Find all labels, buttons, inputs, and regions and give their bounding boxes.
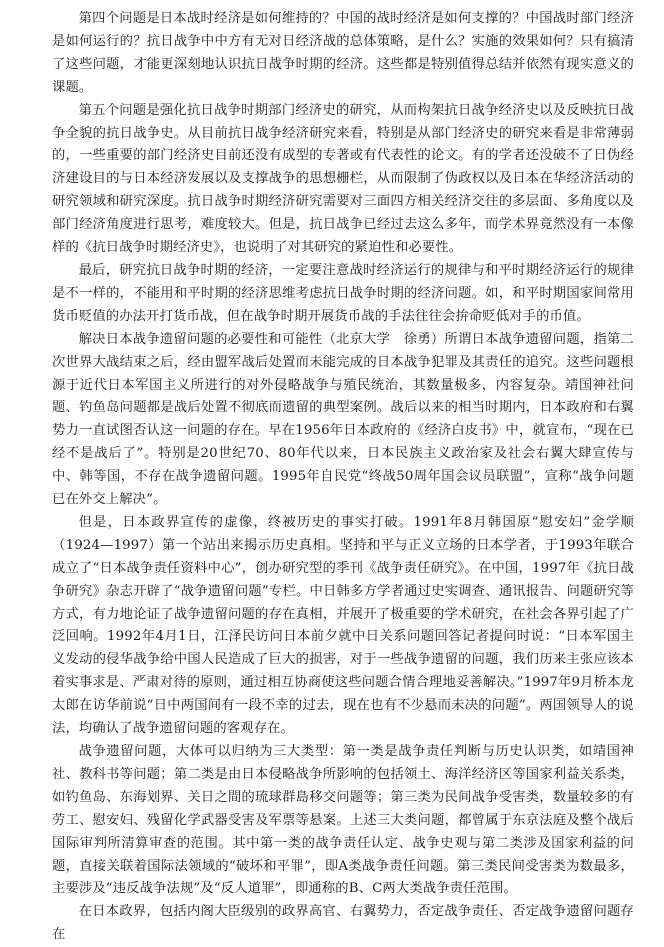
paragraph-3: 最后，研究抗日战争时期的经济，一定要注意战时经济运行的规律与和平时期经济运行的规律是不一样的，不能用和平时期的经济思维考虑抗日战争时期的经济问题。如，和平时期国家间常用货币贬值的办法开打货币战，但在战争时期开展货币战的手法往往会拚命贬低对手的币值。 <box>52 262 634 324</box>
paragraph-7: 在日本政界，包括内阁大臣级别的政界高官、右翼势力，否定战争责任、否定战争遗留问题存在 <box>52 904 634 943</box>
paragraph-1: 第四个问题是日本战时经济是如何维持的？中国的战时经济是如何支撑的？中国战时部门经济是如何运行的？抗日战争中中方有无对日经济战的总体策略，是什么？实施的效果如何？只有搞清了这些问题，才能更深刻地认识抗日战争时期的经济。这些都是特别值得总结并依然有现实意义的课题。 <box>52 11 634 95</box>
paragraph-2: 第五个问题是强化抗日战争时期部门经济史的研究，从而构架抗日战争经济史以及反映抗日战争全貌的抗日战争史。从目前抗日战争经济研究来看，特别是从部门经济史的研究来看是非常薄弱的，一些重要的部门经济史目前还没有成型的专著或有代表性的论文。有的学者还没破不了日伪经济建设目的与日本经济发展以及支撑战争的思想栅栏，从而限制了伪政权以及日本在华经济活动的研究领域和研究深度。抗日战争时期经济研究需要对三面四方相关经济交往的多层面、多角度以及部门经济角度进行思考，难度较大。但是，抗日战争已经过去这么多年，而学术界竟然没有一本像样的《抗日战争时期经济史》，也说明了对其研究的紧迫性和必要性。 <box>52 102 634 256</box>
paragraph-5: 但是，日本政界宣传的虚像，终被历史的事实打破。1991年8月韩国原“慰安妇”金学顺（1924—1997）第一个站出来揭示历史真相。坚持和平与正义立场的日本学者，于1993年联合成立了“日本战争责任资料中心”，创办研究型的季刊《战争责任研究》。在中国，1997年《抗日战争研究》杂志开辟了“战争遗留问题”专栏。中日韩多方学者通过史实调查、通讯报告、问题研究等方式，有力地论证了战争遗留问题的存在真相，并展开了极重要的学术研究，在社会各界引起了广泛回响。1992年4月1日，江泽民访问日本前夕就中日关系问题回答记者提问时说：“日本军国主义发动的侵华战争给中国人民造成了巨大的损害，对于一些战争遗留的问题，我们历来主张应该本着实事求是、严肃对待的原则，通过相互协商使这些问题合情合理地妥善解决。”1997年9月桥本龙太郎在访华前说“日中两国间有一段不幸的过去，现在也有不少悬而未决的问题”。两国领导人的说法，均确认了战争遗留问题的客观存在。 <box>52 514 634 737</box>
document-page <box>52 8 634 947</box>
paragraph-4: 解决日本战争遗留问题的必要性和可能性（北京大学 徐勇）所谓日本战争遗留问题，指第二次世界大战结束之后，经由盟军战后处置而未能完成的日本战争犯罪及其责任的追究。这些问题根源于近代日本军国主义所进行的对外侵略战争与殖民统治，其数量极多，内容复杂。靖国神社问题、钓鱼岛问题都是战后处置不彻底而遗留的典型案例。战后以来的相当时期内，日本政府和右翼势力一直试图否认这一问题的存在。早在1956年日本政府的《经济白皮书》中，就宣布，“现在已经不是战后了”。特别是20世纪70、80年代以来，日本民族主义政治家及社会右翼大肆宣传与中、韩等国，不存在战争遗留问题。1995年自民党“终战50周年国会议员联盟”，宣称“战争问题已在外交上解决”。 <box>52 331 634 508</box>
paragraph-6: 战争遗留问题，大体可以归纳为三大类型：第一类是战争责任判断与历史认识类，如靖国神社、教科书等问题；第二类是由日本侵略战争所影响的包括领土、海洋经济区等国家利益关系类，如钓鱼岛、东海划界、关日之間的琉球群島移交问题等；第三类为民间战争受害类，数量较多的有劳工、慰安妇、残留化学武器受害及军票等悬案。上述三大类问题，都曾属于东京法庭及整个战后国际审判所清算审查的范围。其中第一类的战争责任认定、战争史观与第二类涉及国家利益的问题，直接关联着国际法领域的“破坏和平罪”，即A类战争责任问题。第三类民间受害类为数最多，主要涉及“违反战争法规”及“反人道罪”，即通称的B、C两大类战争责任范围。 <box>52 744 634 897</box>
